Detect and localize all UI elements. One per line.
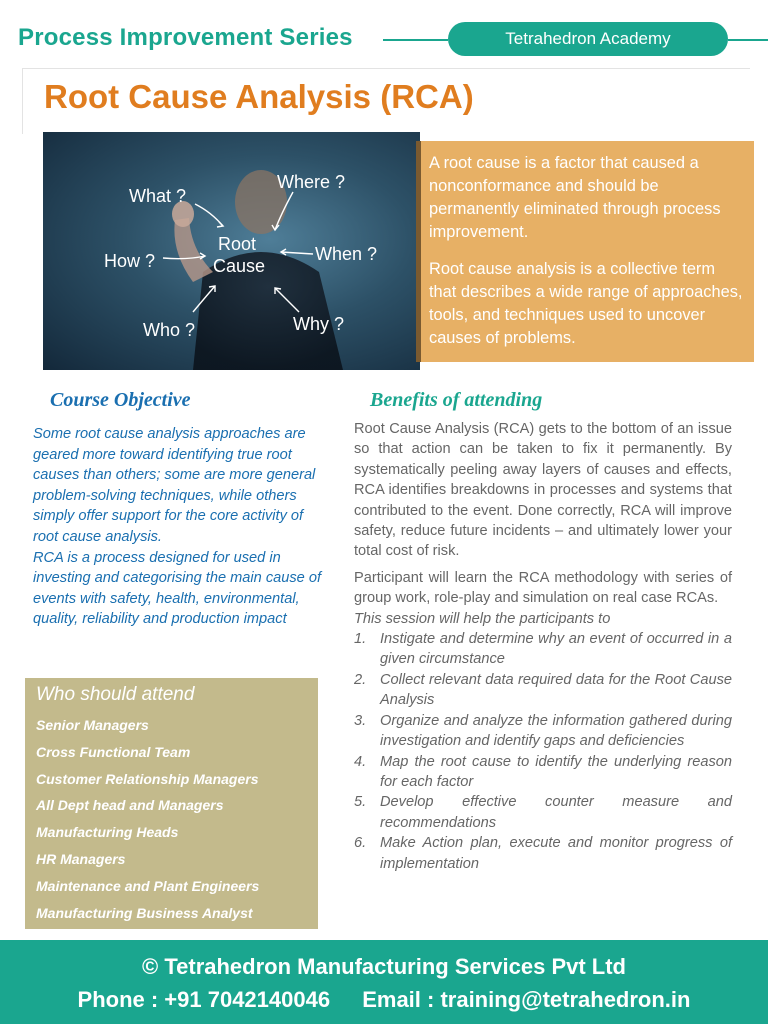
- benefits-list: [354, 629, 732, 874]
- hero-word-when: When ?: [315, 244, 378, 264]
- list-item-text: Develop effective counter measure and recommendations: [380, 794, 732, 831]
- header-divider-left: [383, 39, 448, 41]
- definition-paragraph: A root cause is a factor that caused a nonconformance and should be permanently eliminated through process improvement.: [429, 154, 721, 241]
- benefits-section: [354, 419, 732, 874]
- hero-word-who: Who ?: [143, 320, 196, 340]
- hero-word-why: Why ?: [293, 314, 345, 334]
- footer-company: © Tetrahedron Manufacturing Services Pvt Ltd: [142, 954, 626, 979]
- definition-box: [416, 141, 754, 362]
- audience-heading: Who should attend: [36, 684, 195, 705]
- audience-item: All Dept head and Managers: [36, 797, 224, 814]
- audience-item: Maintenance and Plant Engineers: [36, 877, 260, 894]
- hero-word-cause: Cause: [213, 256, 266, 276]
- objective-paragraph: RCA is a process designed for used in investing and categorising the main cause of events with safety, health, environmental, quality, reliability and production impact: [33, 549, 321, 628]
- benefits-paragraph: Participant will learn the RCA methodology with series of group work, role-play and simulation on real case RCAs.: [354, 569, 732, 607]
- academy-badge: Tetrahedron Academy: [448, 22, 728, 56]
- list-item-text: Collect relevant data required data for the Root Cause Analysis: [380, 671, 732, 709]
- list-item: [354, 629, 732, 670]
- series-title: Process Improvement Series: [18, 24, 353, 51]
- person-arm: [174, 218, 213, 282]
- list-number: 1.: [354, 631, 367, 648]
- footer-contact: [0, 987, 768, 1013]
- audience-item: HR Managers: [36, 850, 126, 867]
- list-number: 4.: [354, 753, 367, 770]
- hero-word-root: Root: [218, 234, 257, 254]
- objective-heading: Course Objective: [50, 389, 191, 411]
- title-frame-top: [22, 68, 750, 69]
- benefits-heading: Benefits of attending: [370, 389, 543, 411]
- audience-item: Manufacturing Heads: [36, 824, 179, 841]
- hero-word-where: Where ?: [277, 172, 346, 192]
- list-item: [354, 792, 732, 833]
- audience-item: Senior Managers: [36, 717, 149, 733]
- header-divider-right: [728, 39, 768, 41]
- list-item: [354, 670, 732, 711]
- footer-phone: Phone : +91 7042140046: [77, 987, 331, 1012]
- list-item-text: Make Action plan, execute and monitor progress of implementation: [380, 835, 732, 872]
- list-number: 2.: [354, 671, 367, 688]
- list-number: 6.: [354, 835, 367, 852]
- title-frame-left: [22, 68, 23, 134]
- hero-image: [43, 132, 420, 370]
- hero-word-what: What ?: [129, 186, 187, 206]
- audience-item: Manufacturing Business Analyst: [36, 904, 253, 921]
- audience-item: Cross Functional Team: [36, 743, 191, 760]
- audience-box: [25, 678, 318, 929]
- list-item-text: Map the root cause to identify the underlying reason for each factor: [380, 753, 732, 790]
- benefits-paragraph: Root Cause Analysis (RCA) gets to the bottom of an issue so that action can be taken to fix it permanently. By systematically peeling away layers of causes and effects, RCA identifies breakdowns in processes and systems that contributed to the event. Done correctly, RCA will improve safety, reduce future incidents – and ultimately lower your total cost of risk.: [354, 421, 732, 560]
- objective-text: [33, 424, 323, 630]
- benefits-intro: This session will help the participants to: [354, 610, 611, 627]
- footer: [0, 940, 768, 1024]
- footer-email: Email : training@tetrahedron.in: [362, 987, 691, 1012]
- page-title: Root Cause Analysis (RCA): [44, 78, 474, 115]
- list-number: 5.: [354, 794, 367, 811]
- list-item-text: Organize and analyze the information gathered during investigation and identify gaps and deficiencies: [380, 712, 732, 750]
- hero-word-how: How ?: [104, 251, 156, 271]
- objective-paragraph: Some root cause analysis approaches are geared more toward identifying true root causes than others; some are more general problem-solving techniques, while others simply offer support for the core activity of root cause analysis.: [33, 426, 316, 545]
- list-item-text: Instigate and determine why an event of occurred in a given circumstance: [380, 631, 732, 668]
- audience-item: Customer Relationship Managers: [36, 770, 259, 787]
- list-item: [354, 711, 732, 752]
- list-number: 3.: [354, 712, 367, 729]
- list-item: [354, 833, 732, 874]
- definition-paragraph: Root cause analysis is a collective term that describes a wide range of approaches, tools, and techniques used to uncover causes of problems.: [429, 260, 743, 347]
- list-item: [354, 752, 732, 793]
